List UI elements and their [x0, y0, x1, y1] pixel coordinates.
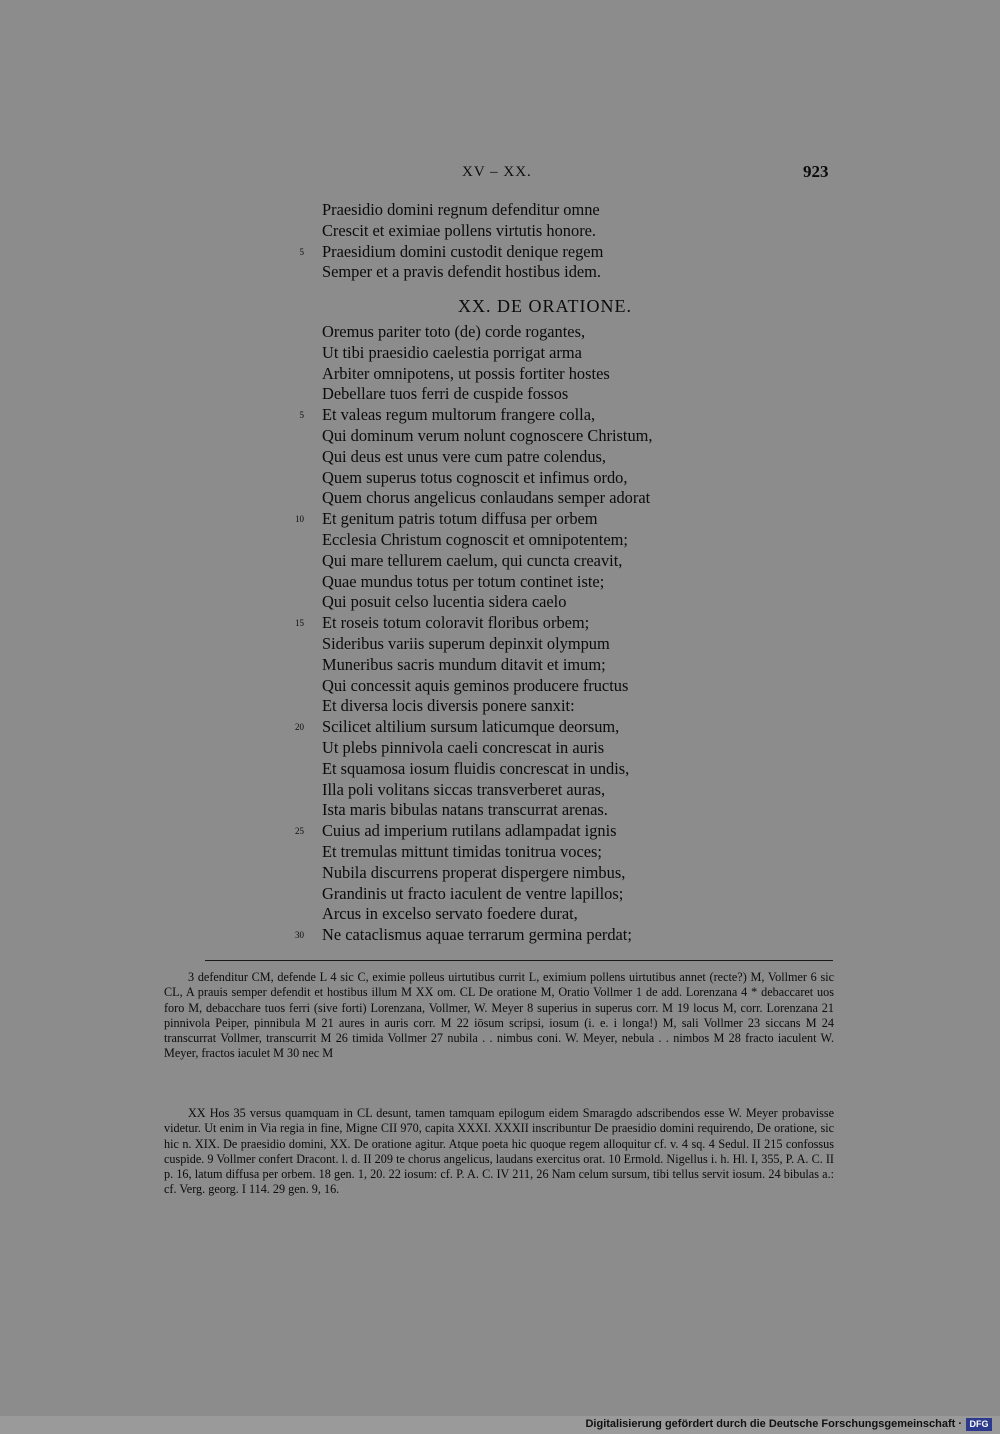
- verse-line: [0, 780, 1000, 801]
- verse-text: Crescit et eximiae pollens virtutis honore.: [322, 220, 597, 240]
- verse-line: [0, 634, 1000, 655]
- verse-line: [0, 509, 1000, 530]
- verse-line: [0, 655, 1000, 676]
- line-number: 5: [299, 246, 304, 257]
- source-commentary: [164, 1106, 834, 1198]
- verse-text: Arbiter omnipotens, ut possis fortiter hostes: [322, 363, 610, 383]
- verse-line: [0, 468, 1000, 489]
- verse-line: [0, 592, 1000, 613]
- verse-text: Nubila discurrens properat dispergere nimbus,: [322, 862, 626, 882]
- verse-text: Ut tibi praesidio caelestia porrigat arma: [322, 342, 582, 362]
- verse-line: [0, 242, 1000, 263]
- verse-text: Ecclesia Christum cognoscit et omnipotentem;: [322, 529, 628, 549]
- verse-line: [0, 426, 1000, 447]
- verse-text: Oremus pariter toto (de) corde rogantes,: [322, 322, 586, 341]
- verse-text: Et roseis totum coloravit floribus orbem;: [322, 613, 590, 633]
- verse-line: [0, 925, 1000, 946]
- verse-text: Qui dominum verum nolunt cognoscere Christum,: [322, 425, 653, 445]
- verse-text: Quem chorus angelicus conlaudans semper adorat: [322, 488, 651, 508]
- verse-line: [0, 821, 1000, 842]
- poem-xx-verses: [0, 322, 1000, 946]
- verse-text: Qui deus est unus vere cum patre colendus,: [322, 446, 607, 466]
- digitization-footer: [0, 1416, 1000, 1434]
- verse-text: Quem superus totus cognoscit et infimus ordo,: [322, 467, 628, 487]
- verse-line: [0, 613, 1000, 634]
- page-header: [0, 164, 1000, 184]
- verse-text: Sideribus variis superum depinxit olympum: [322, 633, 610, 653]
- verse-text: Et squamosa iosum fluidis concrescat in undis,: [322, 758, 630, 778]
- verse-line: [0, 551, 1000, 572]
- verse-line: [0, 405, 1000, 426]
- verse-text: Cuius ad imperium rutilans adlampadat ignis: [322, 821, 617, 841]
- line-number: 30: [295, 930, 304, 941]
- verse-line: [0, 384, 1000, 405]
- verse-line: [0, 488, 1000, 509]
- page-number: 923: [803, 162, 829, 181]
- footer-credit: Digitalisierung gefördert durch die Deutsche Forschungsgemeinschaft ·: [585, 1418, 962, 1430]
- verse-text: Ut plebs pinnivola caeli concrescat in auris: [322, 737, 605, 757]
- verse-line: [0, 759, 1000, 780]
- commentary-text: XX Hos 35 versus quamquam in CL desunt, tamen tamquam epilogum eidem Smaragdo adscribendos esse W. Meyer probavisse videtur. Ut enim in Via regia in fine, Migne CII 970, capita XXXI. XXXII inscribuntur De praesidio domini requirendo, De oratione, sic hic n. XIX. De praesidio domini, XX. De oratione agitur. Atque poeta hic quoque regem alloquitur cf. v. 4 sq. 4 Sedul. II 215 confossus cuspide. 9 Vollmer confert Dracont. l. d. II 209 te chorus angelicus, laudans exercitus orat. 10 Ermold. Nigellus i. h. Hl. I, 355, P. A. C. II p. 16, latum diffusa per orbem. 18 gen. 1, 20. 22 iosum: cf. P. A. C. IV 211, 26 Nam celum sursum, tibi tellus servit iosum. 24 bibulas a.: cf. Verg. georg. I 114. 29 gen. 9, 16.: [164, 1106, 834, 1197]
- verse-line: [0, 364, 1000, 385]
- verse-line: [0, 221, 1000, 242]
- dfg-logo-icon: DFG: [966, 1418, 992, 1431]
- verse-line: [0, 717, 1000, 738]
- line-number: 5: [299, 410, 304, 421]
- verse-line: [0, 800, 1000, 821]
- section-heading: XX. DE ORATIONE.: [458, 296, 632, 316]
- verse-text: Et valeas regum multorum frangere colla,: [322, 405, 596, 425]
- verse-line: [0, 676, 1000, 697]
- verse-line: [0, 842, 1000, 863]
- running-title: XV – XX.: [462, 164, 532, 180]
- line-number: 15: [295, 618, 304, 629]
- verse-line: [0, 904, 1000, 925]
- verse-text: Muneribus sacris mundum ditavit et imum;: [322, 654, 606, 674]
- verse-text: Arcus in excelso servato foedere durat,: [322, 904, 578, 924]
- verse-line: [0, 530, 1000, 551]
- footnote-divider: [205, 960, 833, 961]
- line-number: 20: [295, 722, 304, 733]
- verse-text: Debellare tuos ferri de cuspide fossos: [322, 384, 569, 404]
- verse-line: [0, 262, 1000, 283]
- verse-text: Scilicet altilium sursum laticumque deorsum,: [322, 717, 620, 737]
- verse-text: Et tremulas mittunt timidas tonitrua voces;: [322, 841, 602, 861]
- verse-line: [0, 343, 1000, 364]
- verse-text: Et genitum patris totum diffusa per orbem: [322, 509, 598, 529]
- verse-text: Praesidium domini custodit denique regem: [322, 241, 604, 261]
- verse-line: [0, 863, 1000, 884]
- verse-line: [0, 322, 1000, 343]
- verse-text: Grandinis ut fracto iaculent de ventre lapillos;: [322, 883, 624, 903]
- verse-line: [0, 200, 1000, 221]
- critical-apparatus: [164, 970, 834, 1062]
- verse-text: Ista maris bibulas natans transcurrat arenas.: [322, 800, 608, 820]
- verse-text: Qui concessit aquis geminos producere fructus: [322, 675, 629, 695]
- verse-text: Illa poli volitans siccas transverberet auras,: [322, 779, 606, 799]
- apparatus-text: 3 defenditur CM, defende L 4 sic C, eximie polleus uirtutibus currit L, eximium pollens uirtutibus annet (recte?) M, Vollmer 6 sic CL, A prauis semper defendit et hostibus illum M XX om. CL De oratione M, Oratio Vollmer 1 de add. Lorenzana 4 * debaccaret uos foro M, debacchare tuos ferri (sive forti) Lorenzana, Vollmer, W. Meyer 8 superius in superus corr. M 19 locus M, corr. Lorenzana 21 pinnivola Peiper, pinnibula M 21 aures in auris corr. M 22 iōsum scripsi, iosum (i. e. i longa!) M, sali Vollmer 23 siccans M 24 transcurrat Vollmer, transcurrit M 26 timida Vollmer 27 nubila . . nimbus coni. W. Meyer, nebula . . nimbos M 28 fracto iaculent W. Meyer, fractos iaculet M 30 nec M: [164, 970, 834, 1061]
- verse-text: Semper et a pravis defendit hostibus idem.: [322, 262, 602, 282]
- verse-line: [0, 447, 1000, 468]
- verse-text: Quae mundus totus per totum continet iste;: [322, 571, 605, 591]
- line-number: 25: [295, 826, 304, 837]
- verse-line: [0, 884, 1000, 905]
- verse-line: [0, 696, 1000, 717]
- verse-text: Qui posuit celso lucentia sidera caelo: [322, 592, 567, 612]
- verse-text: Praesidio domini regnum defenditur omne: [322, 200, 600, 219]
- verse-line: [0, 572, 1000, 593]
- line-number: 10: [295, 514, 304, 525]
- verse-line: [0, 738, 1000, 759]
- verse-text: Et diversa locis diversis ponere sanxit:: [322, 696, 575, 716]
- verse-text: Ne cataclismus aquae terrarum germina perdat;: [322, 925, 632, 945]
- poem-xv-ending: [0, 200, 1000, 283]
- verse-text: Qui mare tellurem caelum, qui cuncta creavit,: [322, 550, 623, 570]
